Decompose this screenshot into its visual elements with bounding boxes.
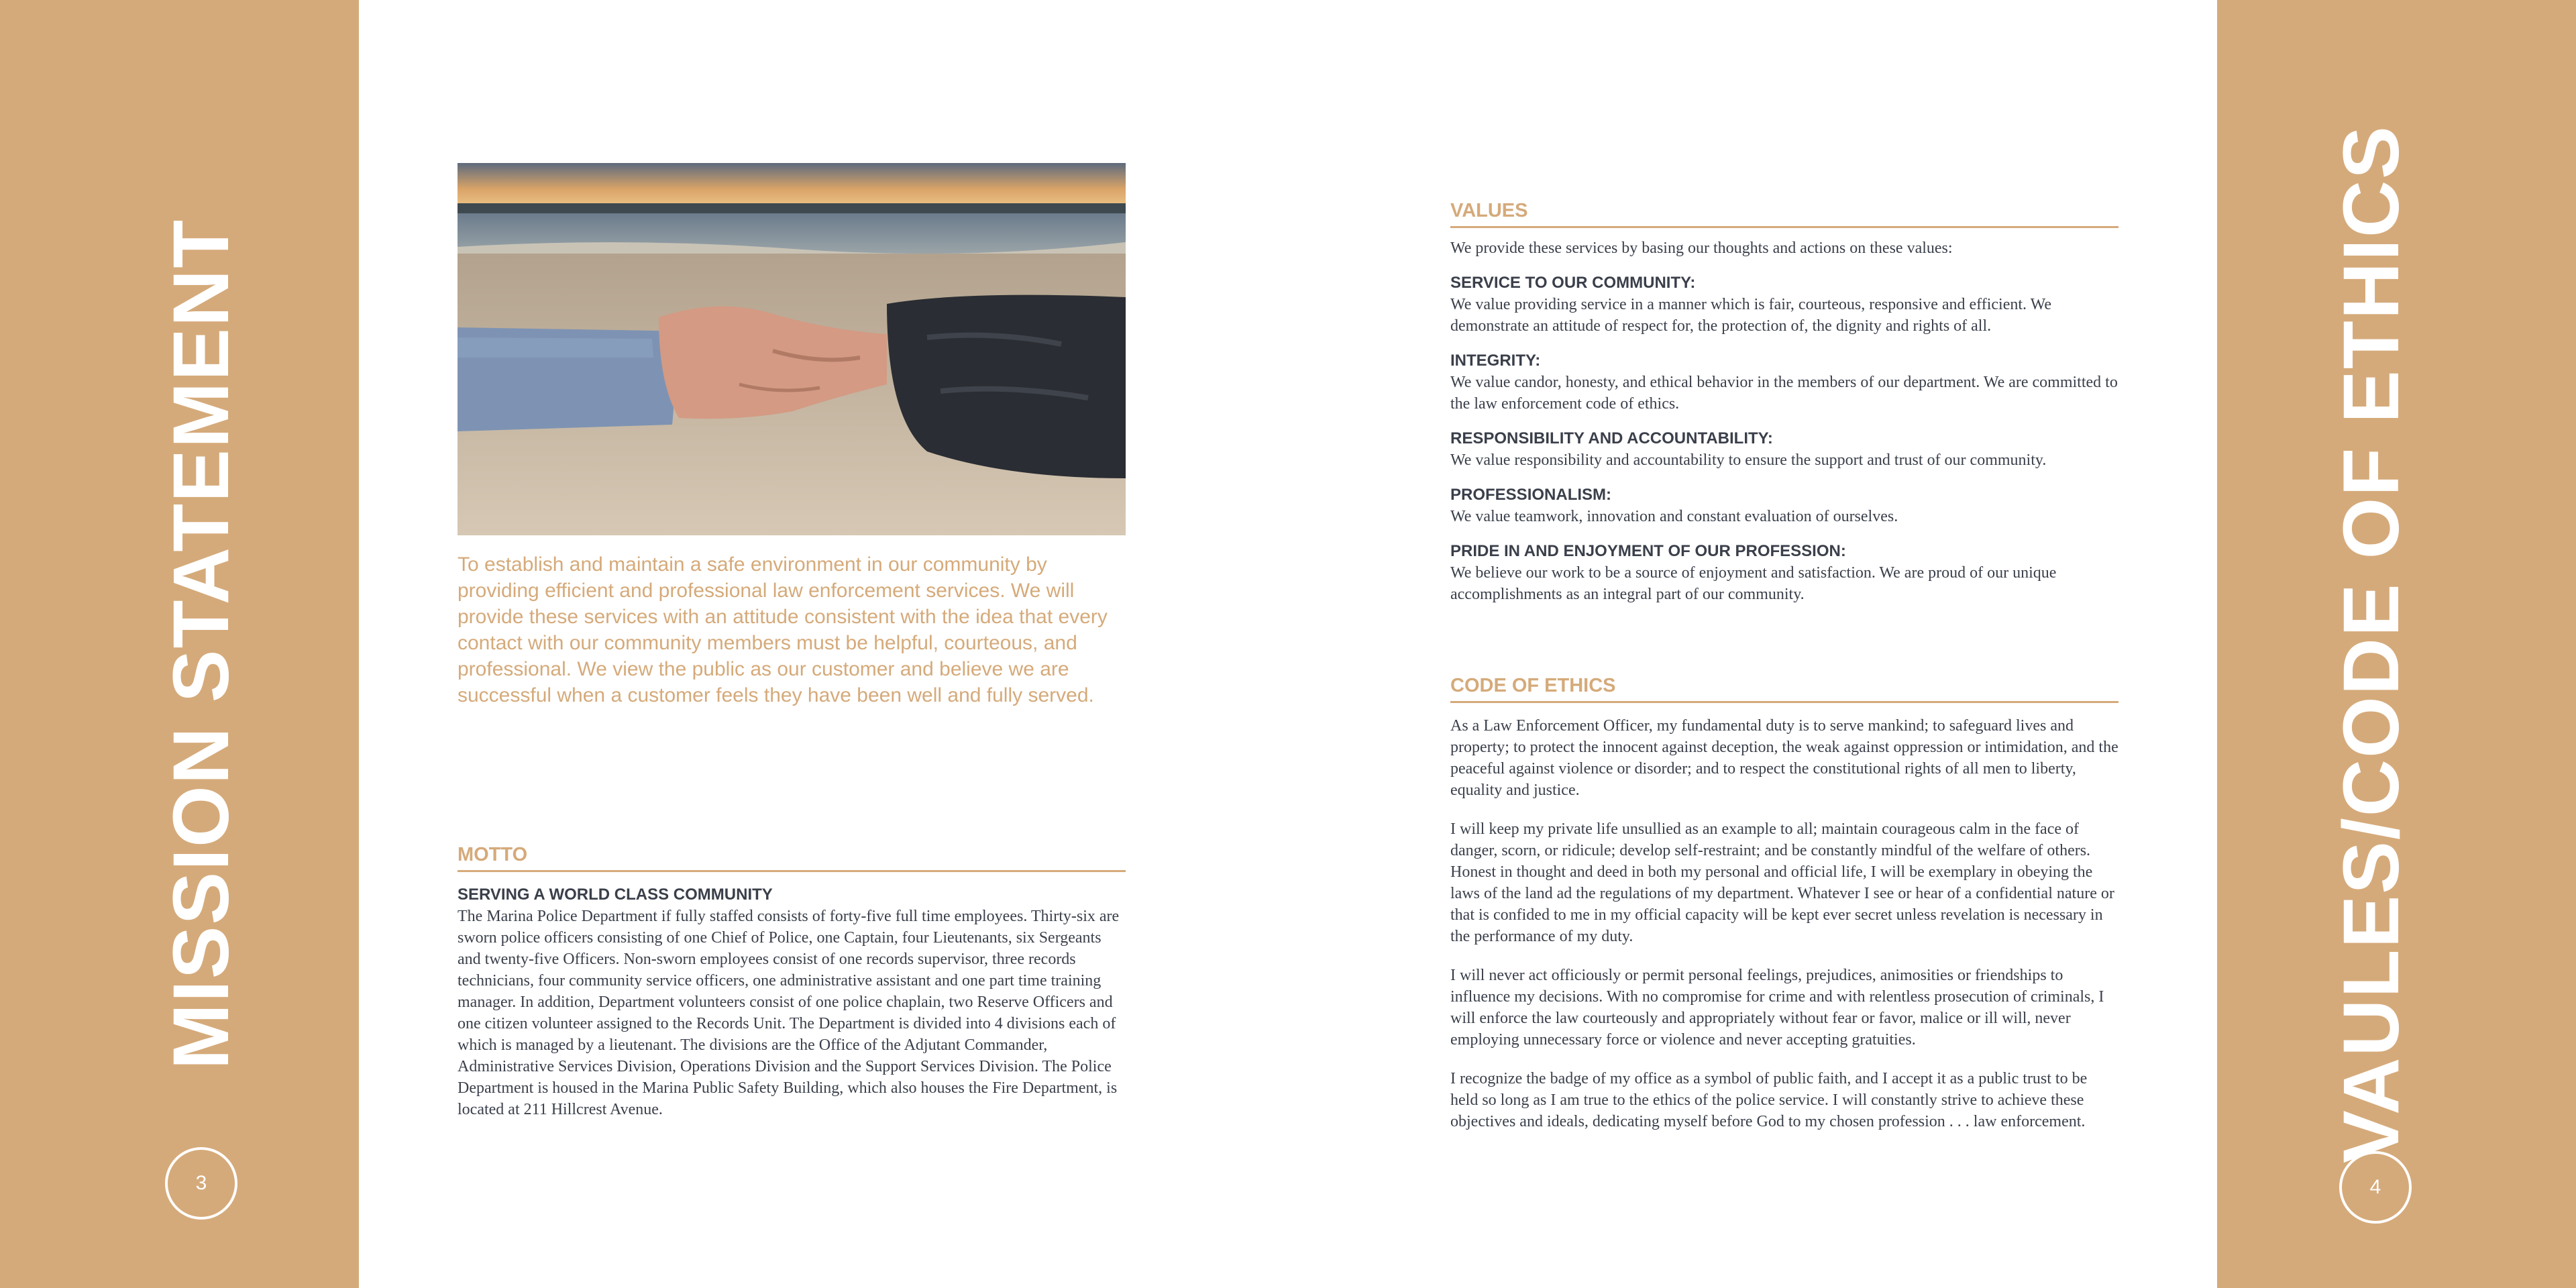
- ethics-paragraph: I recognize the badge of my office as a symbol of public faith, and I accept it as a public trust to be held so long as I am true to the ethics of the police service. I will constantly strive to achieve these objectives and ideals, dedicating myself before God to my chosen profession . . . law enforcement.: [1450, 1070, 2088, 1130]
- motto-body-text: The Marina Police Department if fully staffed consists of forty-five full time employees. Thirty-six are sworn police officers consisting of one Chief of Police, one Captain, four Lieutenants, six Sergeants and twenty-five Officers. Non-sworn employees consist of one records supervisor, three records technicians, four community service officers, one administrative assistant and one part time training manager. In addition, Department volunteers consist of one police chaplain, two Reserve Officers and one citizen volunteer assigned to the Records Unit. The Department is divided into 4 divisions each of which is managed by a lieutenant. The divisions are the Office of the Adjutant Commander, Administrative Services Division, Operations Division and the Support Services Division. The Police Department is housed in the Marina Public Safety Building, which also houses the Fire Department, is located at 211 Hillcrest Avenue.: [458, 908, 1120, 1118]
- value-item-text: We value responsibility and accountability to ensure the support and trust of our community.: [1450, 451, 2047, 469]
- motto-heading: MOTTO: [458, 844, 1126, 872]
- values-intro: We provide these services by basing our thoughts and actions on these values:: [1450, 239, 1953, 257]
- value-item-title: SERVICE TO OUR COMMUNITY:: [1450, 274, 1696, 292]
- value-item: [1450, 272, 2118, 337]
- ethics-paragraph: I will never act officiously or permit personal feelings, prejudices, animosities or friendships to influence my decisions. With no compromise for crime and with relentless prosecution of criminals, I will enforce the law courteously and appropriately without fear or favor, malice or ill will, never employing unnecessary force or violence and never accepting gratuities.: [1450, 967, 2104, 1049]
- value-item-text: We believe our work to be a source of enjoyment and satisfaction. We are proud of our unique accomplishments as an integral part of our community.: [1450, 564, 2057, 603]
- value-item-text: We value teamwork, innovation and constant evaluation of ourselves.: [1450, 508, 1898, 525]
- page-number-badge: 3: [165, 1147, 237, 1220]
- value-item-text: We value candor, honesty, and ethical behavior in the members of our department. We are committed to the law enforcement code of ethics.: [1450, 374, 2118, 413]
- mission-statement-text: To establish and maintain a safe environment in our community by providing efficient and professional law enforcement services. We will provide these services with an attitude consistent with the idea that every contact with our community members must be helpful, courteous, and professional. We view the public as our customer and believe we are successful when a customer feels they have been well and fully served.: [458, 553, 1108, 706]
- value-item: [1450, 428, 2118, 471]
- handshake-photo: [458, 163, 1126, 535]
- ethics-paragraph: As a Law Enforcement Officer, my fundamental duty is to serve mankind; to safeguard lives and property; to protect the innocent against deception, the weak against oppression or intimidation, and the peaceful against violence or disorder; and to respect the constitutional rights of all men to liberty, equality and justice.: [1450, 717, 2118, 799]
- page-number-badge: 4: [2339, 1151, 2412, 1224]
- mission-statement-vertical-title: MISSION STATEMENT: [157, 218, 246, 1070]
- value-item-title: PROFESSIONALISM:: [1450, 486, 1612, 504]
- value-item-title: RESPONSIBILITY AND ACCOUNTABILITY:: [1450, 429, 1773, 447]
- values-heading: VALUES: [1450, 200, 2118, 228]
- motto-section: [458, 844, 1126, 1120]
- motto-subheading: SERVING A WORLD CLASS COMMUNITY: [458, 885, 773, 904]
- values-section: [1450, 200, 2118, 605]
- values-code-of-ethics-vertical-title: VAULES/CODE OF ETHICS: [2327, 125, 2416, 1163]
- right-side-band: [2217, 0, 2576, 1288]
- value-item-text: We value providing service in a manner which is fair, courteous, responsive and efficient. We demonstrate an attitude of respect for, the protection of, the dignity and rights of all.: [1450, 296, 2051, 335]
- value-item-title: PRIDE IN AND ENJOYMENT OF OUR PROFESSION:: [1450, 542, 1846, 560]
- code-of-ethics-section: [1450, 675, 2118, 1150]
- value-item: [1450, 484, 2118, 527]
- value-item-title: INTEGRITY:: [1450, 352, 1541, 370]
- value-item: [1450, 350, 2118, 415]
- left-side-band: [0, 0, 359, 1288]
- value-item: [1450, 541, 2118, 605]
- code-of-ethics-heading: CODE OF ETHICS: [1450, 675, 2118, 703]
- ethics-paragraph: I will keep my private life unsullied as an example to all; maintain courageous calm in the face of danger, scorn, or ridicule; develop self-restraint; and be constantly mindful of the welfare of others. Honest in thought and deed in both my personal and official life, I will be exemplary in obeying the laws of the land ad the regulations of my department. Whatever I see or hear of a confidential nature or that is confided to me in my official capacity will be kept ever secret unless revelation is necessary in the performance of my duty.: [1450, 820, 2114, 945]
